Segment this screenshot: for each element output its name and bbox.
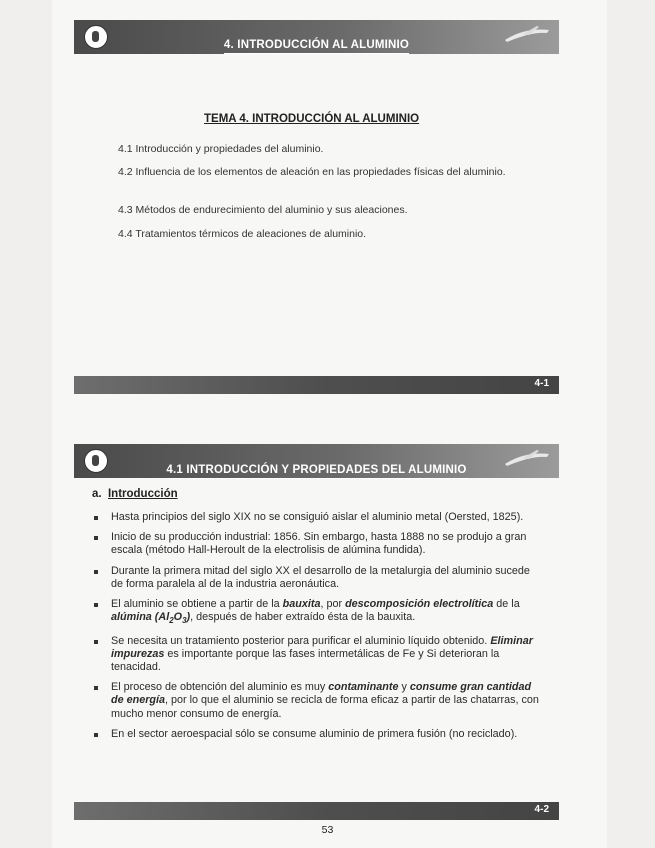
toc-item: 4.2 Influencia de los elementos de aleación en las propiedades físicas del aluminio. xyxy=(118,166,506,178)
toc-item: 4.3 Métodos de endurecimiento del aluminio y sus aleaciones. xyxy=(118,204,408,216)
toc-item: 4.4 Tratamientos térmicos de aleaciones de aluminio. xyxy=(118,228,367,240)
slide-number: 4-1 xyxy=(534,378,549,389)
list-item: El aluminio se obtiene a partir de la bauxita, por descomposición electrolítica de la alúmina $(Al_2O_3)$, después de haber extraído ésta de la bauxita. xyxy=(92,598,542,628)
slide-header-title: 4. INTRODUCCIÓN AL ALUMINIO xyxy=(223,39,410,51)
list-item: Inicio de su producción industrial: 1856. Sin embargo, hasta 1888 no se produjo a gran escala (método Hall-Heroult de la electrolisis de alúmina fundida). xyxy=(92,531,542,557)
section-letter: a. xyxy=(92,488,102,500)
list-item: Hasta principios del siglo XIX no se consiguió aislar el aluminio metal (Oersted, 1825). xyxy=(92,511,542,524)
header-underline xyxy=(224,53,409,54)
slide-number: 4-2 xyxy=(534,804,549,815)
slide-footer-bar xyxy=(74,376,559,394)
list-item: Durante la primera mitad del siglo XX el desarrollo de la metalurgia del aluminio sucede de forma paralela al de la industria aeronáutica. xyxy=(92,565,542,591)
list-item: Se necesita un tratamiento posterior para purificar el aluminio líquido obtenido. Eliminar impurezas es importante porque las fases intermetálicas de Fe y Si deterioran la tenacidad. xyxy=(92,635,542,675)
list-item: El proceso de obtención del aluminio es muy contaminante y consume gran cantidad de energía, por lo que el aluminio se recicla de forma eficaz a partir de las chatarras, con mucho menor consumo de energía. xyxy=(92,681,542,721)
toc-item: 4.1 Introducción y propiedades del aluminio. xyxy=(118,143,324,155)
page-number: 53 xyxy=(321,824,334,836)
list-item: En el sector aeroespacial sólo se consume aluminio de primera fusión (no reciclado). xyxy=(92,728,542,741)
airplane-logo-icon xyxy=(503,24,551,46)
bullet-list xyxy=(92,511,542,748)
toc-title: TEMA 4. INTRODUCCIÓN AL ALUMINIO xyxy=(204,113,420,125)
slide-header-title: 4.1 INTRODUCCIÓN Y PROPIEDADES DEL ALUMINIO xyxy=(166,464,467,476)
header-underline xyxy=(166,478,468,479)
section-heading xyxy=(92,488,178,500)
slide-header-bar xyxy=(74,20,559,54)
slide-header-bar xyxy=(74,444,559,478)
slide-footer-bar xyxy=(74,802,559,820)
airplane-logo-icon xyxy=(503,448,551,470)
section-title: Introducción xyxy=(107,488,178,500)
